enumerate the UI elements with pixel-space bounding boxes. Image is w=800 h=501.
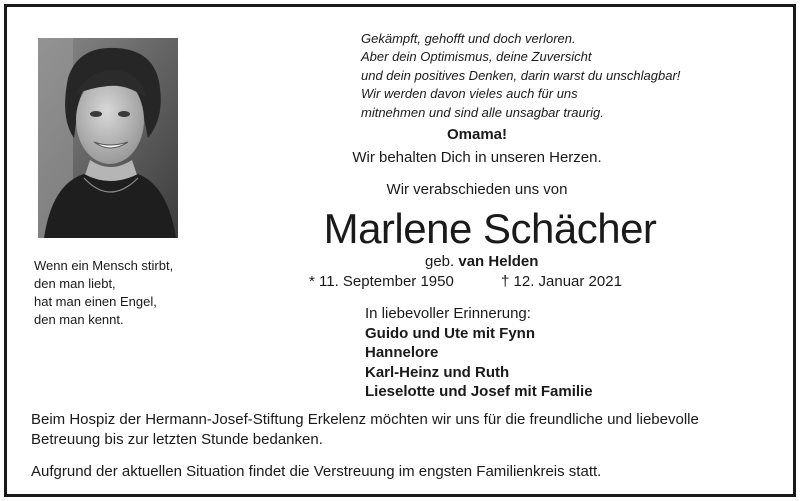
mourner-family: Lieselotte und Josef mit Familie xyxy=(365,383,593,400)
mourners-intro: In liebevoller Erinnerung: xyxy=(365,305,531,322)
deceased-name: Marlene Schächer xyxy=(323,205,657,252)
death-date: † 12. Januar 2021 xyxy=(501,273,622,290)
birth-name-value: van Helden xyxy=(458,253,539,270)
poem-line: Wenn ein Mensch stirbt, xyxy=(34,258,174,273)
farewell-text: Wir verabschieden uns von xyxy=(386,181,568,198)
birth-name xyxy=(425,253,538,270)
mourner-family: Karl-Heinz und Ruth xyxy=(365,363,510,381)
portrait-photo-image xyxy=(38,38,178,238)
greeting-line: Wir behalten Dich in unseren Herzen. xyxy=(352,149,602,166)
portrait-photo xyxy=(38,38,178,238)
thanks-text: Beim Hospiz der Hermann-Josef-Stiftung Erkelenz möchten wir uns für die freundliche und liebevolle Betreuung bis zur letzten Stunde bedanken. xyxy=(31,411,699,448)
quote xyxy=(361,30,741,122)
greeting-title: Omama! xyxy=(446,126,508,143)
quote-line: mitnehmen und sind alle unsagbar traurig. xyxy=(361,104,604,120)
quote-line: und dein positives Denken, darin warst du unschlagbar! xyxy=(361,67,681,83)
mourner-family: Hannelore xyxy=(365,344,439,361)
poem-left xyxy=(34,257,234,329)
poem-line: den man liebt, xyxy=(34,276,116,291)
obituary-notice xyxy=(4,4,796,497)
quote-line: Aber dein Optimismus, deine Zuversicht xyxy=(361,49,592,65)
poem-line: hat man einen Engel, xyxy=(34,294,157,309)
quote-line: Gekämpft, gehofft und doch verloren. xyxy=(361,31,576,46)
mourners xyxy=(365,304,593,402)
mourner-family: Guido und Ute mit Fynn xyxy=(365,324,535,342)
quote-line: Wir werden davon vieles auch für uns xyxy=(361,86,578,102)
poem-line: den man kennt. xyxy=(34,312,124,327)
funeral-notice: Aufgrund der aktuellen Situation findet die Verstreuung im engsten Familienkreis statt. xyxy=(31,463,602,480)
birth-name-prefix: geb. xyxy=(425,253,455,270)
birth-date: * 11. September 1950 xyxy=(309,273,454,290)
